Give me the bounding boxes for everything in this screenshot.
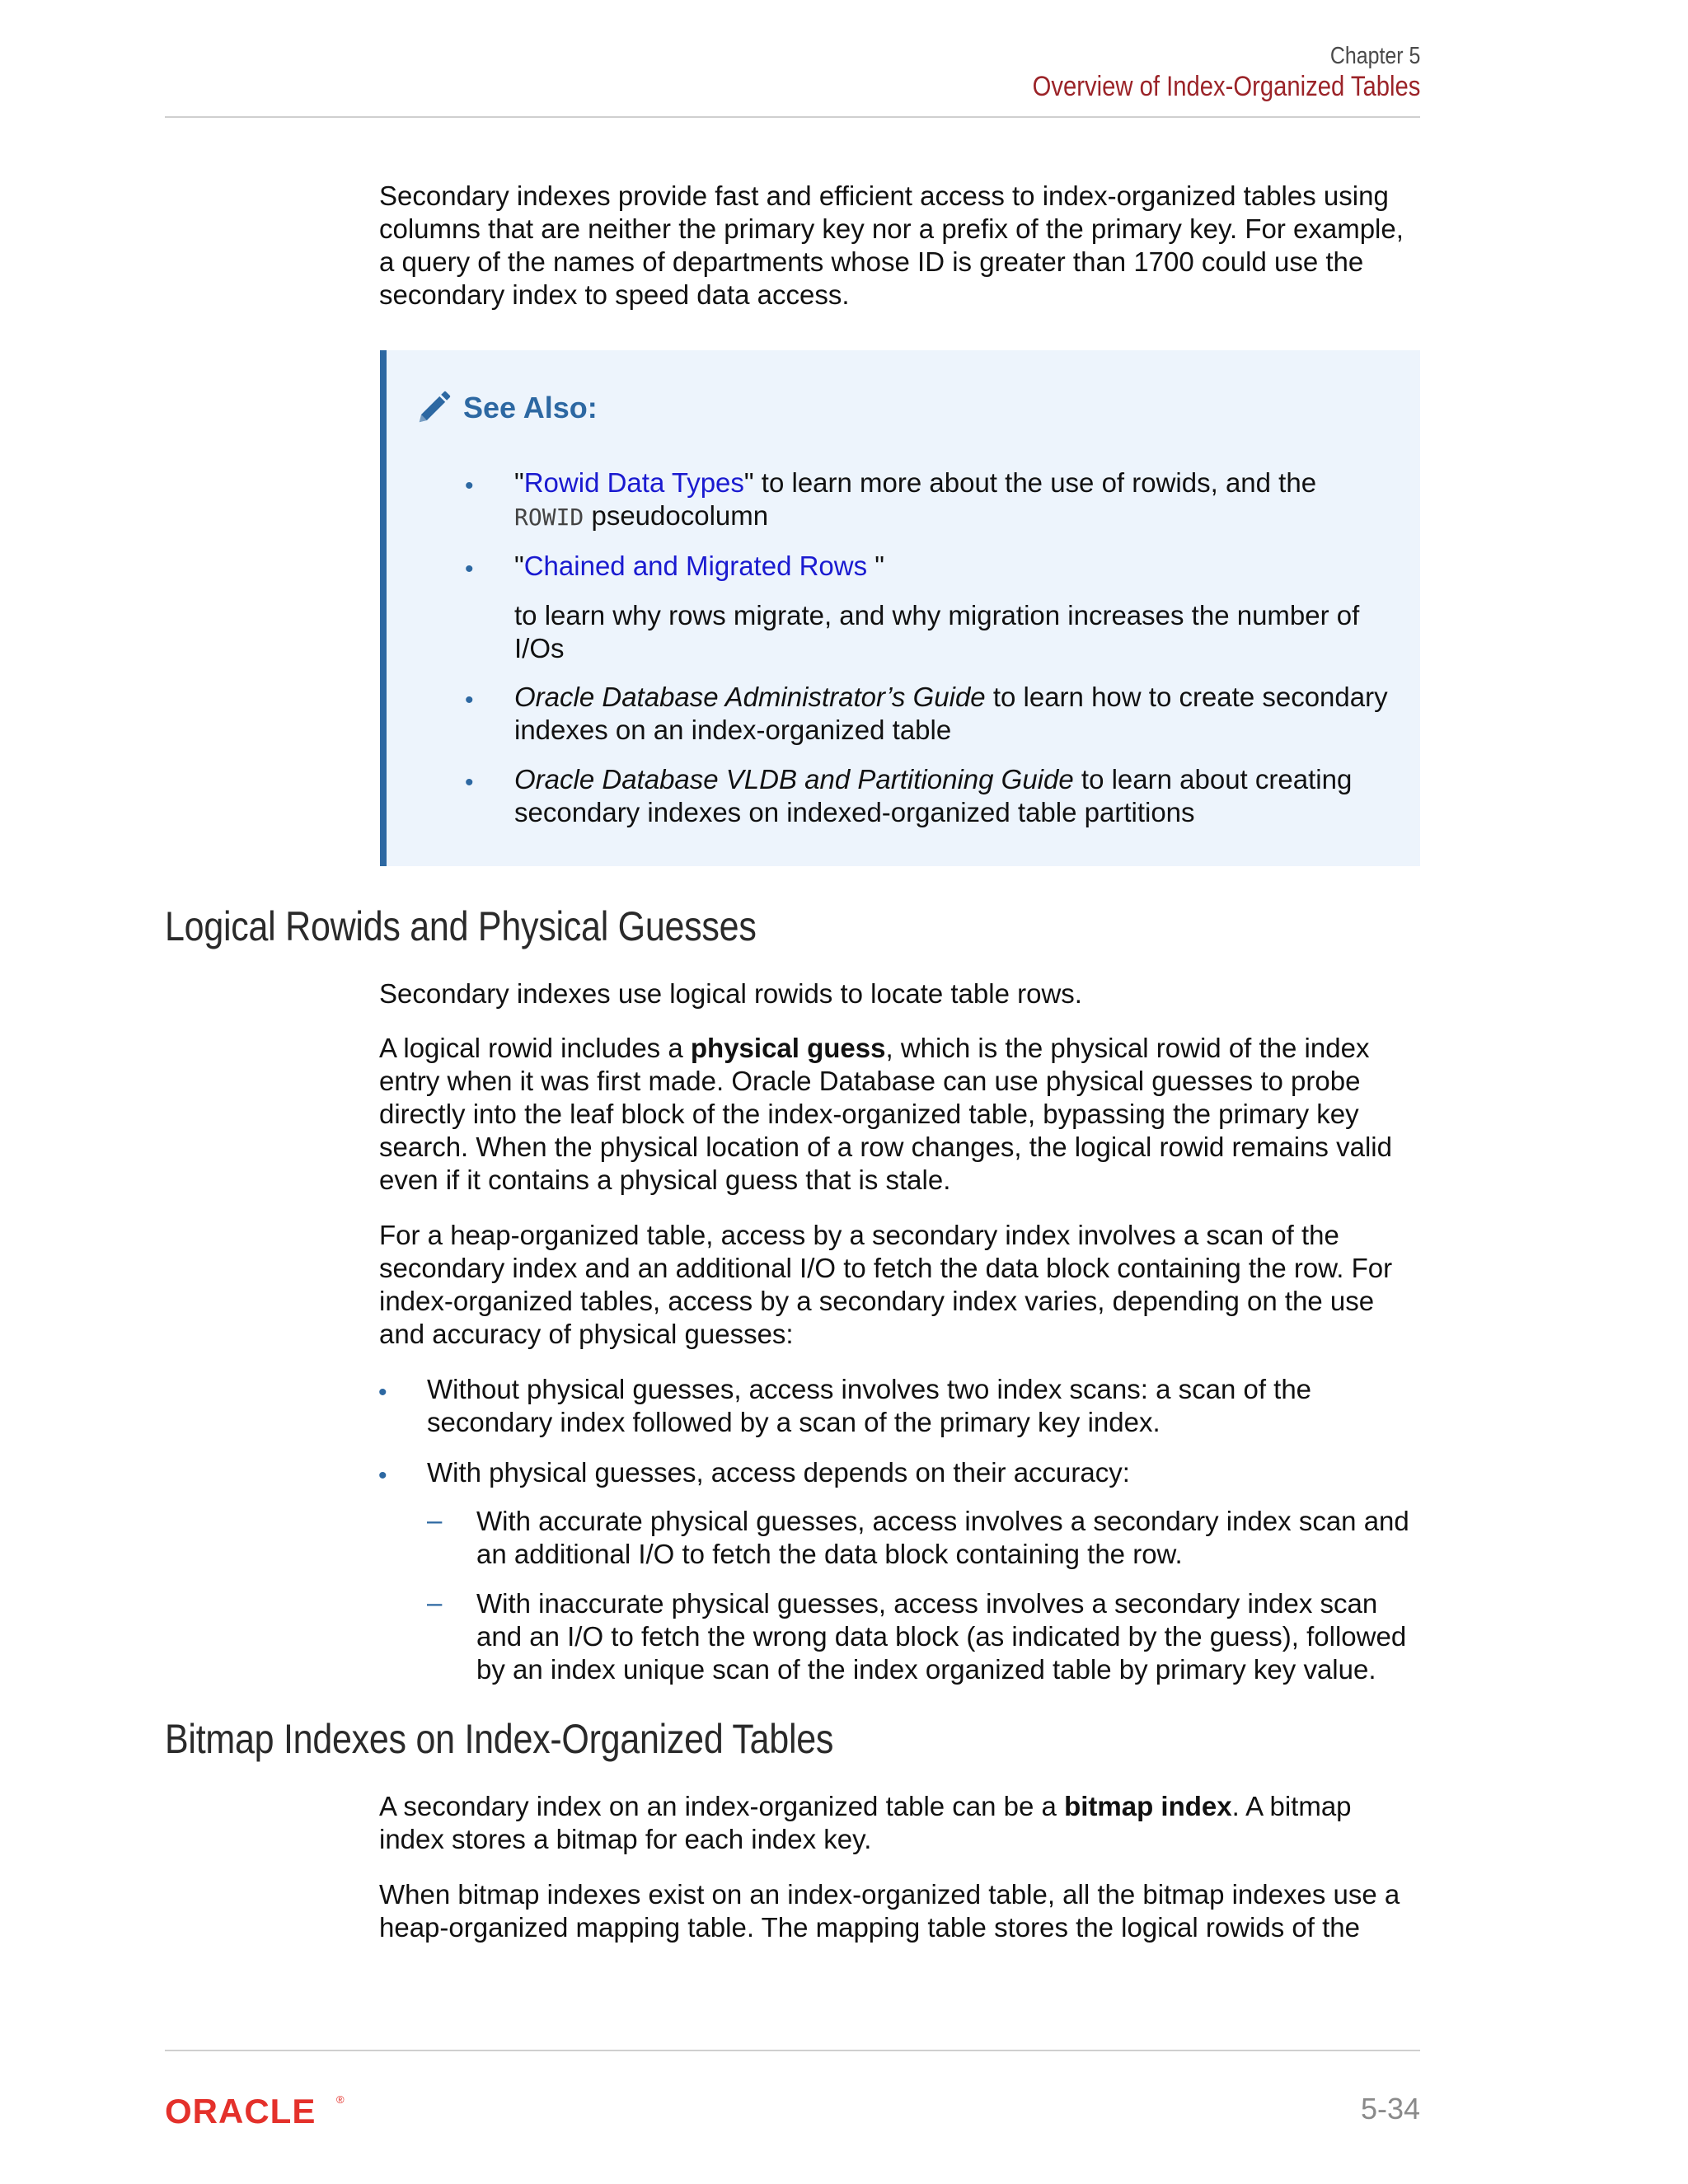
text-line	[514, 681, 1404, 714]
footer-divider	[165, 2050, 1420, 2051]
text-line: an additional I/O to fetch the data block containing the row.	[476, 1539, 1183, 1569]
dash-icon: –	[427, 1505, 443, 1535]
paragraph	[379, 1790, 1426, 1856]
text-line: to learn why rows migrate, and why migration increases the number of	[514, 600, 1360, 630]
text-line: With physical guesses, access depends on their accuracy:	[427, 1457, 1130, 1488]
dash-icon: –	[427, 1587, 443, 1618]
text-run: pseudocolumn	[584, 500, 769, 531]
quote-mark: "	[514, 467, 524, 498]
text-line: secondary index followed by a scan of the primary key index.	[427, 1407, 1160, 1437]
text-line	[514, 466, 1404, 499]
pencil-icon	[415, 389, 452, 427]
bullet-icon: •	[465, 472, 474, 499]
text-line: Without physical guesses, access involves two index scans: a scan of the	[427, 1374, 1312, 1404]
text-run: " to learn more about the use of rowids, and the	[743, 467, 1317, 498]
bullet-icon: •	[465, 687, 474, 714]
text-run: A secondary index on an index-organized table can be a	[379, 1791, 1065, 1821]
paragraph	[379, 1032, 1426, 1197]
quote-mark: "	[514, 551, 524, 581]
see-also-item	[514, 763, 1404, 829]
text-line: index stores a bitmap for each index key.	[379, 1824, 872, 1854]
text-line	[379, 1032, 1426, 1065]
text-line: directly into the leaf block of the index-organized table, bypassing the primary key	[379, 1099, 1359, 1129]
intro-paragraph	[379, 180, 1426, 312]
text-line: entry when it was first made. Oracle Database can use physical guesses to probe	[379, 1066, 1361, 1096]
page-number: 5-34	[1360, 2092, 1420, 2125]
paragraph: Secondary indexes use logical rowids to locate table rows.	[379, 978, 1082, 1009]
text-line	[514, 499, 1404, 534]
book-title: Oracle Database VLDB and Partitioning Guide	[514, 764, 1074, 794]
text-line: index-organized tables, access by a secondary index varies, depending on the use	[379, 1286, 1375, 1316]
see-also-item	[514, 681, 1404, 747]
chapter-label: Chapter 5	[1329, 43, 1420, 69]
sub-list-item	[476, 1587, 1424, 1686]
bullet-icon: •	[465, 555, 474, 583]
text-line: indexes on an index-organized table	[514, 715, 952, 745]
text-run: , which is the physical rowid of the index	[885, 1033, 1370, 1063]
text-line: even if it contains a physical guess that is stale.	[379, 1165, 951, 1195]
text-line: heap-organized mapping table. The mapping table stores the logical rowids of the	[379, 1912, 1360, 1943]
see-also-title: See Also:	[463, 391, 598, 424]
text-line: a query of the names of departments whose ID is greater than 1700 could use the	[379, 246, 1364, 277]
text-line: search. When the physical location of a row changes, the logical rowid remains valid	[379, 1132, 1392, 1162]
book-title: Oracle Database Administrator’s Guide	[514, 682, 986, 712]
section-heading-logical-rowids: Logical Rowids and Physical Guesses	[165, 903, 757, 949]
term-bitmap-index: bitmap index	[1064, 1791, 1232, 1821]
text-line: and an I/O to fetch the wrong data block (as indicated by the guess), followed	[476, 1621, 1407, 1652]
text-line: by an index unique scan of the index organized table by primary key value.	[476, 1654, 1376, 1685]
paragraph	[379, 1878, 1426, 1944]
header-divider	[165, 116, 1420, 118]
text-run: to learn how to create secondary	[985, 682, 1388, 712]
text-run: . A bitmap	[1231, 1791, 1352, 1821]
text-line: and accuracy of physical guesses:	[379, 1319, 794, 1349]
text-line: I/Os	[514, 633, 565, 663]
list-item	[427, 1456, 1424, 1489]
logo-wordmark: ORACLE	[165, 2092, 316, 2128]
text-line	[379, 1790, 1426, 1823]
text-line: secondary index and an additional I/O to fetch the data block containing the row. For	[379, 1253, 1393, 1283]
text-line: secondary indexes on indexed-organized table partitions	[514, 797, 1195, 827]
oracle-logo	[165, 2092, 354, 2132]
bullet-icon: •	[465, 769, 474, 796]
oracle-logo-mark	[165, 2092, 354, 2128]
text-line	[514, 550, 1404, 583]
section-title: Overview of Index-Organized Tables	[1032, 71, 1420, 102]
text-line: For a heap-organized table, access by a secondary index involves a scan of the	[379, 1220, 1339, 1250]
rowid-data-types-link[interactable]: Rowid Data Types	[523, 467, 744, 498]
list-item	[427, 1373, 1424, 1439]
see-also-item-followup	[514, 599, 1404, 665]
text-line: When bitmap indexes exist on an index-organized table, all the bitmap indexes use a	[379, 1879, 1400, 1910]
see-also-item	[514, 550, 1404, 583]
bullet-icon: •	[378, 1379, 387, 1406]
text-line: With inaccurate physical guesses, access involves a secondary index scan	[476, 1588, 1378, 1619]
quote-mark: "	[874, 551, 885, 581]
bullet-icon: •	[378, 1462, 387, 1489]
code-rowid: ROWID	[514, 504, 584, 531]
paragraph	[379, 1219, 1426, 1351]
chained-migrated-rows-link[interactable]: Chained and Migrated Rows	[523, 551, 875, 581]
text-line: columns that are neither the primary key nor a prefix of the primary key. For example,	[379, 213, 1404, 244]
text-run: to learn about creating	[1073, 764, 1353, 794]
text-line: With accurate physical guesses, access involves a secondary index scan and	[476, 1506, 1409, 1536]
text-line: Secondary indexes provide fast and efficient access to index-organized tables using	[379, 180, 1389, 211]
see-also-item	[514, 466, 1404, 534]
text-line	[514, 763, 1404, 796]
text-line: secondary index to speed data access.	[379, 279, 850, 310]
term-physical-guess: physical guess	[690, 1033, 886, 1063]
section-heading-bitmap-indexes: Bitmap Indexes on Index-Organized Tables	[165, 1716, 834, 1762]
registered-mark: ®	[336, 2093, 345, 2106]
text-run: A logical rowid includes a	[379, 1033, 691, 1063]
sub-list-item	[476, 1505, 1424, 1571]
